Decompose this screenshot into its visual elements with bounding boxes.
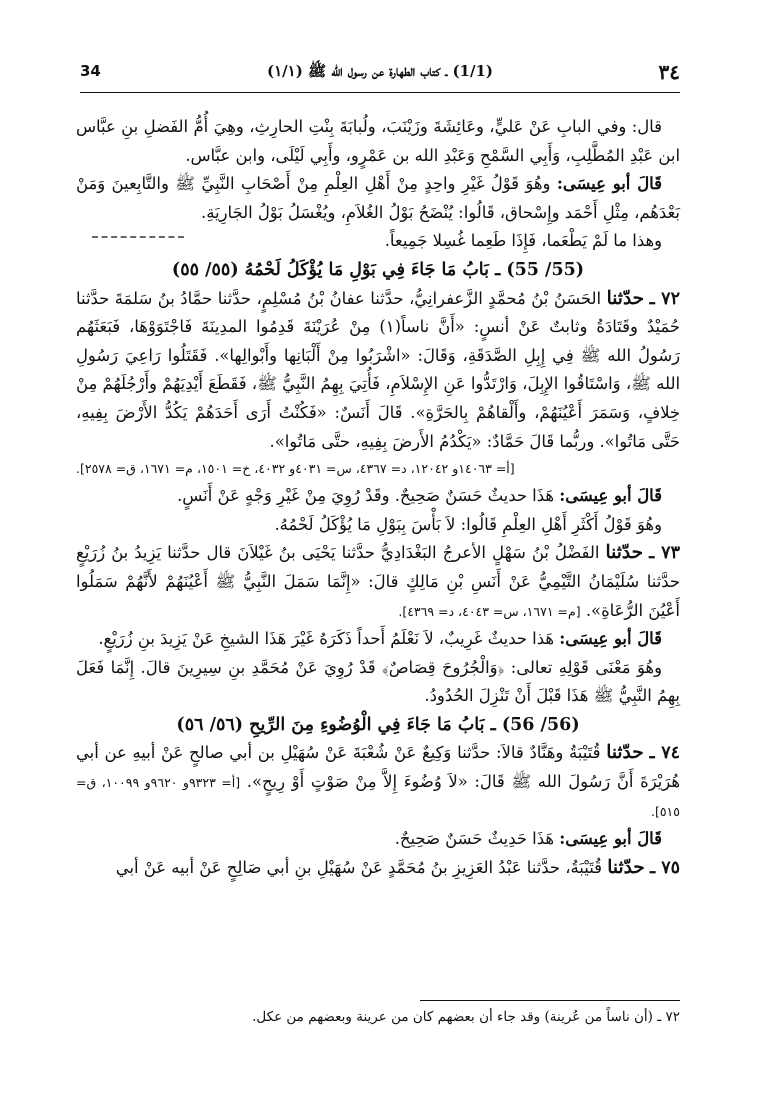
hadith-74-references: [أ= ٩٣٢٣و ٩٦٢٠و ١٠٠٩٩، ق= ٥١٥]. [76,775,680,819]
footnote-rule [420,1000,680,1001]
hadith-72 [76,285,680,457]
grade-lead: قَالَ أبو عِيسَى: [559,829,662,849]
hadith-number: ٧٢ ـ [649,288,680,309]
hadith-text: الحَسَنُ بْنُ مُحمَّدٍ الزَّعفرانِيُّ، حدَّثنا عفانُ بْنُ مُسْلِمٍ، حدَّثنا حمَّادُ بنُ سَلمَةَ حدَّثنا حُمَيْدٌ وقَتَادَةُ وثابتٌ عَنْ أنسٍ: «أَنَّ ناساً(١) مِنْ عُرَيْنَةَ قَدِمُوا المدِينَةَ فَاجْتَوَوْهَا، فَبَعَثَهُم رَسُولُ الله ﷺ فِي إِبِلِ الصَّدَقَةِ، وَقَالَ: «اشْرَبُوا مِنْ أَلْبَانِها وأَبْوالِها». فَقَتَلُوا رَاعِيَ رَسُولِ الله ﷺ، وَاسْتَاقُوا الإِبِلَ، وَارْتَدُّوا عَنِ الإِسْلاَمِ، فَأُتِيَ بِهِمُ النَّبِيُّ ﷺ، فَقَطَعَ أَيْدِيَهُمْ وأَرْجُلَهُمْ مِنْ خِلافٍ، وَسَمَرَ أَعْيُنَهُمْ، وأَلْقاهُمْ بِالحَرَّةِ». قَالَ أَنَسٌ: «فَكُنْتُ أَرَى أَحَدَهُمْ يَكُدُّ الأَرْضَ بِفِيهِ، حَتَّى مَاتُوا». وربُّما قَالَ حَمَّادٌ: «يَكْدُمُ الأَرضَ بِفِيهِ، حتَّى مَاتُوا». [76,288,680,451]
paragraph-note: وهذا ما لَمْ يَطْعَما، فَإِذَا طَعِما غُسِلا جَمِيعاً. [384,231,662,251]
grade-lead: قَالَ أبو عِيسَى: [559,629,662,649]
paragraph-chapter-sources: قال: وفي البابِ عَنْ عَليٍّ، وعَائِشَةَ وزَيْنَبَ، ولُبابَةَ بِنْتِ الحارِثِ، وهِيَ أُمُّ الفَضلِ بنِ عبَّاس ابن عَبْدِ المُطَّلِبِ، وَأَبِي السَّمْحِ وَعَبْدِ الله بن عَمْرٍو، وأَبِي لَيْلَى، وابن عبَّاس. [76,117,680,165]
grade-text: هَذَا حَدِيثٌ حَسَنٌ صَحِيحٌ. [394,829,554,849]
header-rule [80,92,680,93]
hadith-number: ٧٤ ـ [649,743,680,764]
decorative-dash-mark [92,236,184,238]
hadith-text: الفَضْلُ بْنُ سَهْلٍ الأعرجُ البَغْدَادِيُّ حدَّثنا يَحْيَى بنُ غَيْلاَنَ قال حدَّثنا يَزِيدُ بنُ زُرَيْعٍ حدَّثنا سُلَيْمَانُ التَّيْمِيُّ عَنْ أَنَسِ بْنِ مَالِكٍ قالَ: «إِنَّمَا سَمَلَ النَّبِيُّ ﷺ أَعْيُنَهُمْ لأَنَّهُمْ سَمَلُوا أَعْيُنَ الرُّعَاةِ». [76,543,680,620]
hadith-number: ٧٥ ـ [649,857,680,878]
page-header [80,60,680,90]
hadith-text: قُتَيْبَةُ، حدَّثنا عَبْدُ العَزِيزِ بنُ مُحَمَّدٍ عَنْ سُهَيْلِ بنِ أبي صَالِحٍ عَنْ أبيه عَنْ أبي [115,857,602,877]
hadith-opening: حدّثنا [606,742,644,764]
chapter-heading-56: (56/ 56) ـ بَابُ مَا جَاءَ فِي الْوُضُوءِ مِنَ الرِّيحِ (٥٦/ ٥٦) [176,714,580,735]
main-text [76,113,680,882]
hadith-opening: حدّثنا [606,287,645,309]
hadith-74 [76,739,680,825]
footnote: ٧٢ ـ (أن ناساً من عُرينة) وقد جاء أن بعضهم كان من عرينة وبعضهم من عكل. [252,1009,680,1025]
hadith-73-note: وهُوَ مَعْنَى قَوْلِهِ تعالى: ﴿وَالْجُرُوحَ قِصَاصٌ﴾ قَدْ رُوِيَ عَنْ مُحَمَّدِ بنِ سِيرِينَ قالَ. إِنَّمَا فَعَلَ بِهِمُ النَّبِيُّ ﷺ هَذَا قَبْلَ أَنْ تَنْزِلَ الحُدُودُ. [76,657,680,706]
grade-text: هَذا حديثٌ غَرِيبٌ، لاَ نَعْلَمُ أَحداً ذَكَرَهُ غَيْرَ هَذَا الشيخِ عَنْ يَزِيدَ بنِ زُرَيْعٍ. [98,629,554,649]
hadith-75 [76,854,680,883]
running-title: (1/1) ـ كتاب الطهارة عن رسول الله ﷺ (١/١) [266,62,494,80]
hadith-number: ٧٣ ـ [649,543,680,564]
hadith-74-grade [76,825,680,854]
chapter-heading-55: (55/ 55) ـ بَابُ مَا جَاءَ فِي بَوْلِ مَا يُؤْكَلُ لَحْمُهُ (٥٥/ ٥٥) [171,259,585,280]
hadith-72-note: وهُوَ قَوْلُ أَكْثَرِ أَهْلِ العِلْمِ قَالُوا: لاَ بَأْسَ بِبَوْلِ مَا يُؤْكَلُ لَحْمُهُ. [274,514,662,534]
hadith-73 [76,539,680,625]
hadith-text: قُتَيْبَةُ وهَنَّادٌ قالاَ: حدَّثنا وَكِيعٌ عَنْ شُعْبَةَ عَنْ سُهَيْلِ بن أبي صالحٍ عَنْ أبيهِ عن أبي هُرَيْرَةَ أَنَّ رَسُولَ الله ﷺ قَالَ: «لاَ وُضُوءَ إِلاَّ مِنْ صَوْتٍ أَوْ رِيحٍ». [76,743,680,792]
hadith-opening: حدّثنا [607,856,645,878]
paragraph-commentary [76,170,680,227]
hadith-73-references: [م= ١٦٧١، س= ٤٠٤٣، د= ٤٣٦٩]. [398,603,581,619]
hadith-opening: حدّثنا [605,542,643,564]
page-number-latin: 34 [80,62,101,80]
hadith-73-grade [76,625,680,654]
page-number-arabic: ٣٤ [658,60,680,84]
commentary-lead: قَالَ أبو عِيسَى: [556,174,662,194]
hadith-72-grade [76,482,680,511]
hadith-72-references: [أ= ١٤٠٦٣و ١٢٠٤٢، د= ٤٣٦٧، س= ٤٠٣١و ٤٠٣٢، خ= ١٥٠١، م= ١٦٧١، ق= ٢٥٧٨]. [76,461,515,477]
commentary-text: وهُوَ قَوْلُ غَيْرِ واحِدٍ مِنْ أَهْلِ العِلْمِ مِنْ أَصْحَابِ النَّبِيِّ ﷺ والتَّابِعينَ وَمَنْ بَعْدَهُم، مِثْلِ أَحْمَد وإِسْحاق، قَالُوا: يُنْضَحُ بَوْلُ الغُلاَمِ، ويُغْسَلُ بَوْلُ الجَارِيَةِ. [76,174,680,222]
grade-lead: قَالَ أبو عِيسَى: [559,486,662,506]
grade-text: هَذَا حديثٌ حَسَنٌ صَحِيحٌ. وقَدْ رُوِيَ مِنْ غَيْرِ وَجْهٍ عَنْ أَنَسٍ. [177,486,554,506]
